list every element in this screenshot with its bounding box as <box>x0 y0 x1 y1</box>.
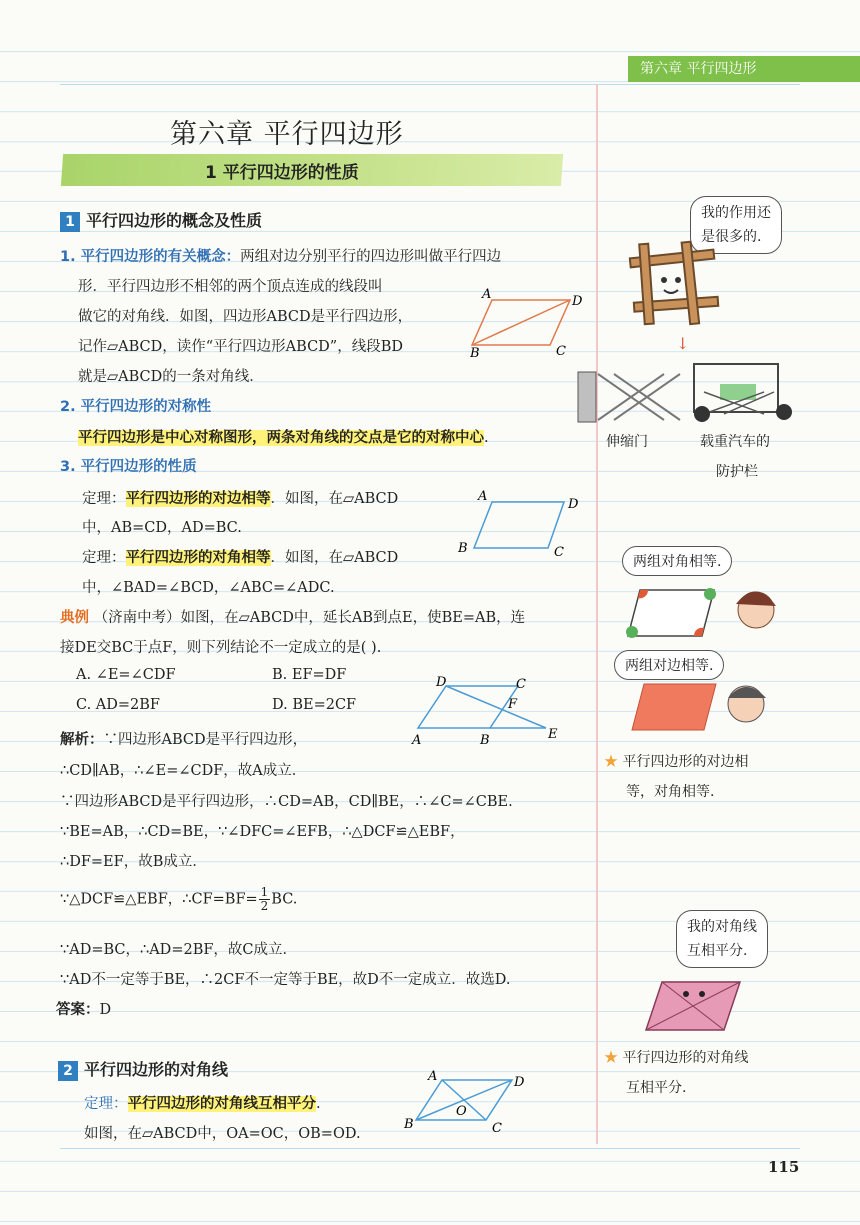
item1-line4: 记作▱ABCD，读作“平行四边形ABCD”，线段BD <box>78 339 403 355</box>
item1-text1: 两组对边分别平行的四边形叫做平行四边 <box>240 249 502 265</box>
fig2-label-b: B <box>458 541 468 556</box>
fig3-label-c: C <box>516 677 526 692</box>
part2-theorem: 定理：平行四边形的对角线互相平分. <box>84 1096 321 1112</box>
solution-label: 解析： <box>60 732 104 748</box>
example-text1: （济南中考）如图，在▱ABCD中，延长AB到点E，使BE=AB，连 <box>93 610 526 626</box>
bubble-angles: 两组对角相等. <box>622 546 732 576</box>
arrow-down-icon: ↓ <box>676 334 690 353</box>
part2-number: 2 <box>58 1061 78 1081</box>
thm1-highlight: 平行四边形的对边相等 <box>125 491 271 507</box>
example-label: 典例 <box>60 610 89 626</box>
thm2-line2: 中，∠BAD=∠BCD，∠ABC=∠ADC. <box>82 580 335 596</box>
thm2-line <box>82 546 398 567</box>
fig2-label-d: D <box>568 497 579 512</box>
item2-text: 平行四边形是中心对称图形，两条对角线的交点是它的对称中心. <box>78 430 489 446</box>
option-a: A. ∠E=∠CDF <box>76 667 176 683</box>
fig3-line-de <box>446 686 546 728</box>
fig3-parallelogram <box>418 686 518 728</box>
bubble4-line1: 我的对角线 <box>687 919 757 935</box>
solution-line8: ∵AD不一定等于BE，∴2CF不一定等于BE，故D不一定成立．故选D. <box>60 972 511 988</box>
section-title: 1 平行四边形的性质 <box>205 163 359 183</box>
solution-line1 <box>60 728 307 749</box>
item1-line1 <box>60 245 501 266</box>
gate-and-guardrail-illustration <box>574 362 804 426</box>
part1-title: 平行四边形的概念及性质 <box>86 211 263 230</box>
star-icon: ★ <box>604 754 618 770</box>
fig4-label-c: C <box>492 1121 502 1136</box>
note2-line1 <box>604 1044 748 1072</box>
part2-title: 平行四边形的对角线 <box>84 1060 229 1079</box>
page-number: 115 <box>768 1158 800 1176</box>
fraction-denominator: 2 <box>260 899 269 913</box>
fig3-label-e: E <box>548 727 558 742</box>
parallelogram-figure-1 <box>470 285 590 360</box>
bubble-diagonals <box>676 910 768 968</box>
margin-divider <box>596 84 598 1144</box>
fig3-label-d: D <box>436 675 447 690</box>
fraction-numerator: 1 <box>260 885 269 899</box>
guardrail-caption-2: 防护栏 <box>716 464 758 480</box>
answer-line <box>56 998 111 1019</box>
note1-text1: 平行四边形的对边相 <box>622 754 749 770</box>
solution-text6b: BC. <box>271 891 298 908</box>
fig3-label-f: F <box>508 697 518 712</box>
bubble4-line2: 互相平分. <box>687 943 748 959</box>
option-b: B. EF=DF <box>272 667 347 683</box>
fig1-label-c: C <box>556 344 566 359</box>
fig1-label-d: D <box>572 294 583 309</box>
fig1-diagonal-bd <box>472 300 570 345</box>
item1-label: 1. 平行四边形的有关概念： <box>60 249 241 265</box>
thm2-label: 定理： <box>82 550 126 566</box>
item2-highlight: 平行四边形是中心对称图形，两条对角线的交点是它的对称中心 <box>78 430 484 446</box>
parallelogram-figure-2 <box>456 488 586 560</box>
fig4-label-o: O <box>456 1104 467 1119</box>
wooden-frame-cartoon <box>622 240 722 330</box>
solution-line2: ∴CD∥AB，∴∠E=∠CDF，故A成立． <box>60 763 307 779</box>
header-rule <box>60 84 800 85</box>
part1-heading <box>60 208 262 232</box>
diagonals-cartoon <box>636 976 756 1038</box>
fig4-label-b: B <box>404 1117 414 1132</box>
fig3-label-b: B <box>480 733 490 748</box>
note1-line2: 等，对角相等. <box>626 784 715 800</box>
note2-line2: 互相平分. <box>626 1080 687 1096</box>
fig1-label-b: B <box>470 346 480 360</box>
diagonals-figure <box>400 1068 535 1138</box>
fig1-label-a: A <box>482 287 492 302</box>
fraction-half <box>259 886 271 913</box>
solution-line3: ∵四边形ABCD是平行四边形，∴CD=AB，CD∥BE，∴∠C=∠CBE. <box>60 794 513 810</box>
thm2-rest: ．如图，在▱ABCD <box>270 550 399 566</box>
part1-number: 1 <box>60 212 80 232</box>
fig4-label-a: A <box>428 1069 438 1084</box>
part2-line2: 如图，在▱ABCD中，OA=OC，OB=OD. <box>84 1126 361 1142</box>
solution-line7: ∵AD=BC，∴AD=2BF，故C成立． <box>60 942 297 958</box>
item3-label-text: 3. 平行四边形的性质 <box>60 459 197 475</box>
solution-text1: ∵四边形ABCD是平行四边形， <box>103 732 308 748</box>
example-line2: 接DE交BC于点F，则下列结论不一定成立的是( ). <box>60 640 382 656</box>
star-icon: ★ <box>604 1050 618 1066</box>
option-d: D. BE=2CF <box>272 697 357 713</box>
note2-text1: 平行四边形的对角线 <box>622 1050 749 1066</box>
guardrail-caption-1: 载重汽车的 <box>700 434 770 450</box>
fig2-shape <box>474 502 564 548</box>
thm1-label: 定理： <box>82 491 126 507</box>
footer-rule <box>60 1148 800 1149</box>
item2-label-text: 2. 平行四边形的对称性 <box>60 399 212 415</box>
thm1-rest: ．如图，在▱ABCD <box>270 491 399 507</box>
chapter-header-tab: 第六章 平行四边形 <box>628 56 860 82</box>
note1-line1 <box>604 748 748 776</box>
thm2-highlight: 平行四边形的对角相等 <box>125 550 271 566</box>
fig2-label-c: C <box>554 545 564 560</box>
thm1-line <box>82 487 398 508</box>
solution-line4: ∵BE=AB，∴CD=BE，∵∠DFC=∠EFB，∴△DCF≌△EBF， <box>60 824 465 840</box>
example-figure <box>408 672 568 750</box>
thm1-line2: 中，AB=CD，AD=BC. <box>82 520 242 536</box>
solution-line6 <box>60 886 297 913</box>
option-c: C. AD=2BF <box>76 697 160 713</box>
part2-heading <box>58 1057 228 1081</box>
part2-highlight: 平行四边形的对角线互相平分 <box>127 1096 316 1112</box>
gate-caption: 伸缩门 <box>606 434 648 450</box>
fig4-label-d: D <box>514 1075 525 1090</box>
fig2-label-a: A <box>478 489 488 504</box>
fig3-label-a: A <box>412 733 422 748</box>
item2-label <box>60 395 211 416</box>
bubble1-line1: 我的作用还 <box>701 205 771 221</box>
part2-thm-label: 定理： <box>84 1096 128 1112</box>
bubble-sides: 两组对边相等. <box>614 650 724 680</box>
angles-parallelogram-illustration <box>618 584 788 644</box>
chapter-title: 第六章 平行四边形 <box>170 119 404 150</box>
solution-text6a: ∵△DCF≌△EBF，∴CF=BF= <box>60 891 258 908</box>
item3-label <box>60 455 197 476</box>
item1-line5: 就是▱ABCD的一条对角线． <box>78 369 264 385</box>
sides-parallelogram-illustration <box>626 680 786 736</box>
answer-label: 答案： <box>56 1002 100 1018</box>
item1-line2: 形．平行四边形不相邻的两个顶点连成的线段叫 <box>78 279 383 295</box>
solution-line5: ∴DF=EF，故B成立． <box>60 854 207 870</box>
example-line1 <box>60 606 525 627</box>
item1-line3: 做它的对角线．如图，四边形ABCD是平行四边形， <box>78 309 413 325</box>
bubble1-line2: 是很多的. <box>701 229 762 245</box>
answer-value: D <box>99 1002 112 1018</box>
